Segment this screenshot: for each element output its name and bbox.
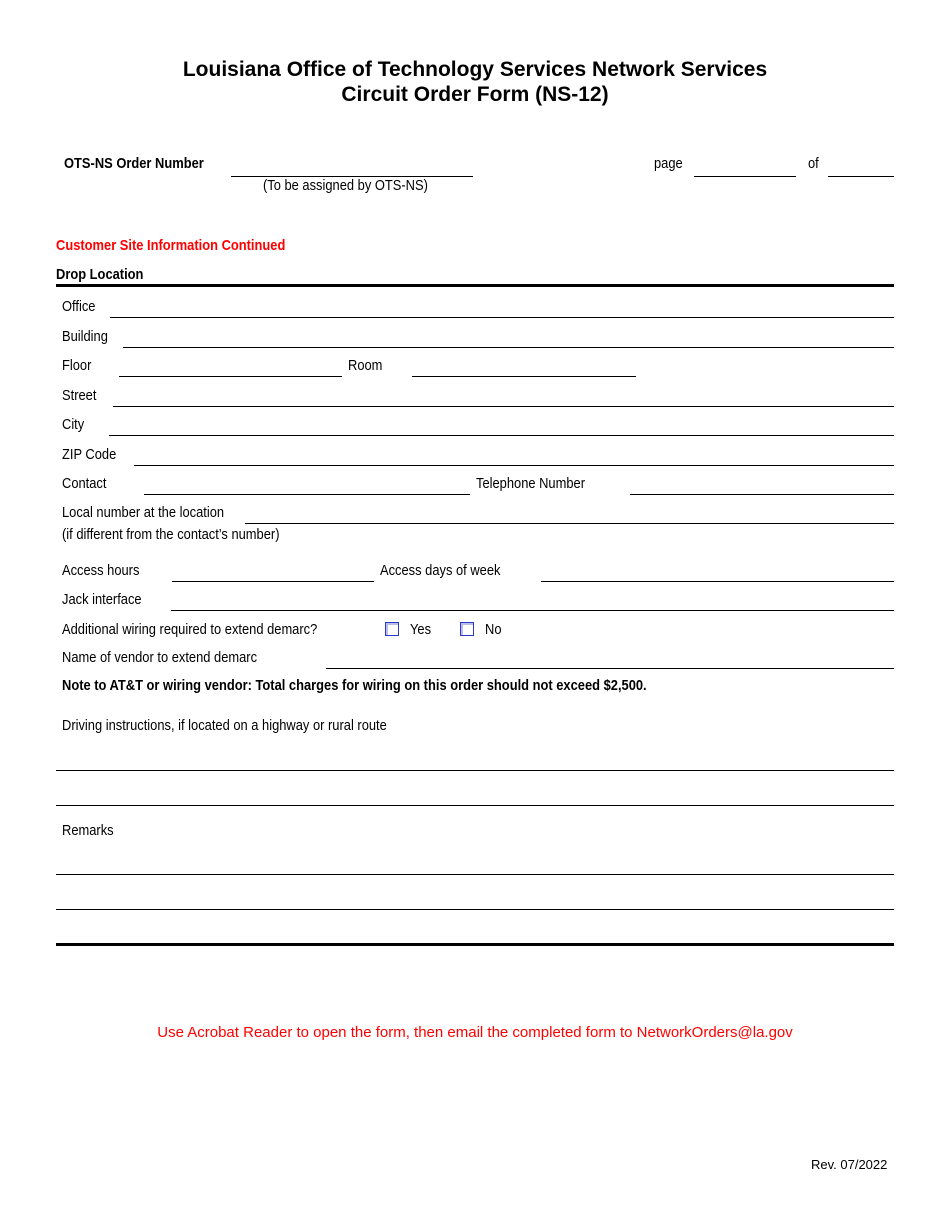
telephone-label: Telephone Number bbox=[476, 475, 586, 492]
building-label: Building bbox=[62, 328, 108, 345]
page-total-input[interactable] bbox=[828, 158, 894, 177]
building-input[interactable] bbox=[123, 329, 894, 348]
jack-interface-input[interactable] bbox=[171, 592, 894, 611]
revision-date: Rev. 07/2022 bbox=[811, 1157, 888, 1172]
remarks-label: Remarks bbox=[62, 822, 114, 839]
drop-location-heading: Drop Location bbox=[56, 266, 144, 283]
section-divider bbox=[56, 284, 894, 287]
access-hours-label: Access hours bbox=[62, 562, 140, 579]
access-hours-input[interactable] bbox=[172, 563, 374, 582]
jack-interface-label: Jack interface bbox=[62, 591, 142, 608]
floor-input[interactable] bbox=[119, 358, 342, 377]
order-number-hint: (To be assigned by OTS-NS) bbox=[263, 177, 428, 194]
wiring-cost-note: Note to AT&T or wiring vendor: Total charges for wiring on this order should not exceed $2,500. bbox=[62, 677, 647, 694]
page-number-input[interactable] bbox=[694, 158, 796, 177]
access-days-label: Access days of week bbox=[380, 562, 501, 579]
local-number-hint: (if different from the contact’s number) bbox=[62, 526, 280, 543]
vendor-label: Name of vendor to extend demarc bbox=[62, 649, 258, 666]
submission-instruction: Use Acrobat Reader to open the form, then email the completed form to NetworkOrders@la.gov bbox=[157, 1024, 793, 1041]
driving-instructions-line2[interactable] bbox=[56, 787, 894, 806]
wiring-no-checkbox[interactable] bbox=[460, 622, 474, 636]
office-label: Office bbox=[62, 298, 96, 315]
street-input[interactable] bbox=[113, 388, 894, 407]
city-input[interactable] bbox=[109, 417, 894, 436]
form-bottom-divider bbox=[56, 943, 894, 946]
remarks-line2[interactable] bbox=[56, 891, 894, 910]
room-label: Room bbox=[348, 357, 383, 374]
office-input[interactable] bbox=[110, 299, 894, 318]
telephone-input[interactable] bbox=[630, 476, 894, 495]
zip-label: ZIP Code bbox=[62, 446, 117, 463]
form-title-line2: Circuit Order Form (NS-12) bbox=[341, 83, 609, 106]
contact-label: Contact bbox=[62, 475, 107, 492]
access-days-input[interactable] bbox=[541, 563, 894, 582]
of-label: of bbox=[808, 155, 819, 172]
city-label: City bbox=[62, 416, 85, 433]
driving-instructions-line1[interactable] bbox=[56, 752, 894, 771]
order-number-label: OTS-NS Order Number bbox=[64, 155, 204, 172]
form-title-line1: Louisiana Office of Technology Services Network Services bbox=[182, 58, 768, 81]
room-input[interactable] bbox=[412, 358, 636, 377]
page-label: page bbox=[654, 155, 683, 172]
wiring-question-label: Additional wiring required to extend demarc? bbox=[62, 621, 318, 638]
order-number-input[interactable] bbox=[231, 158, 473, 177]
street-label: Street bbox=[62, 387, 97, 404]
driving-instructions-label: Driving instructions, if located on a highway or rural route bbox=[62, 717, 387, 734]
contact-input[interactable] bbox=[144, 476, 470, 495]
zip-input[interactable] bbox=[134, 447, 894, 466]
section-heading: Customer Site Information Continued bbox=[56, 237, 286, 254]
wiring-yes-label: Yes bbox=[410, 621, 432, 638]
wiring-yes-checkbox[interactable] bbox=[385, 622, 399, 636]
floor-label: Floor bbox=[62, 357, 92, 374]
remarks-line1[interactable] bbox=[56, 856, 894, 875]
vendor-input[interactable] bbox=[326, 650, 894, 669]
local-number-label: Local number at the location bbox=[62, 504, 225, 521]
wiring-no-label: No bbox=[485, 621, 502, 638]
local-number-input[interactable] bbox=[245, 505, 894, 524]
